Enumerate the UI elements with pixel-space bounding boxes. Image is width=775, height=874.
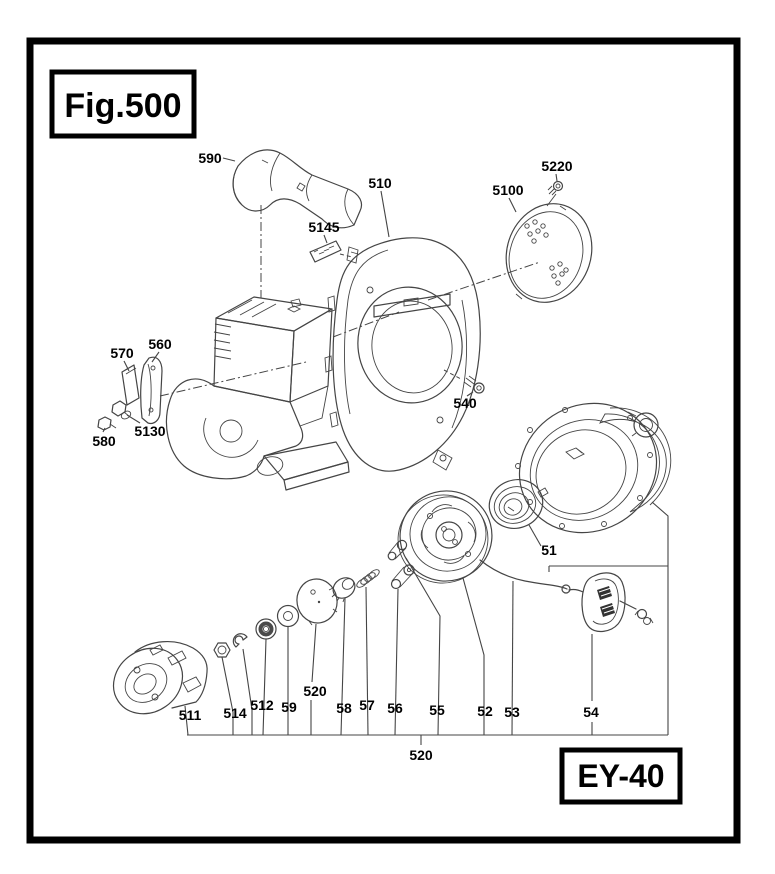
part-label-510: 510: [368, 175, 392, 191]
retainer-clip-512: [233, 634, 247, 647]
figure-number-box: [52, 72, 194, 136]
figure-number: Fig.500: [64, 87, 182, 125]
blower-housing-510: [325, 238, 480, 471]
spring-57: [355, 568, 381, 589]
nut-514: [214, 643, 230, 657]
bolt-580: [98, 417, 116, 430]
part-label-580: 580: [92, 433, 116, 449]
grille-5145: [310, 241, 358, 263]
top-cover-590: [233, 150, 361, 228]
part-label-511: 511: [178, 707, 202, 723]
washer-512: [256, 619, 276, 639]
ratchet-retainer-58: [329, 574, 359, 603]
part-label-52: 52: [477, 703, 493, 719]
part-label-5130: 5130: [134, 423, 166, 439]
friction-plate-520: [293, 576, 340, 626]
handle-54: [562, 573, 653, 632]
part-label-51: 51: [541, 542, 557, 558]
part-label-560: 560: [148, 336, 172, 352]
part-label-5220: 5220: [541, 158, 573, 174]
page-border: [30, 41, 737, 840]
part-label-59: 59: [281, 699, 297, 715]
part-label-55: 55: [429, 702, 445, 718]
plate-5100: [494, 192, 605, 313]
ratchet-56: [392, 565, 415, 589]
model-number: EY-40: [577, 758, 665, 794]
engine-block: [166, 297, 349, 490]
centerlines: [160, 194, 556, 396]
part-label-590: 590: [198, 150, 222, 166]
part-label-53: 53: [504, 704, 520, 720]
washer-59: [278, 606, 299, 627]
plate-570: [122, 365, 139, 405]
part-label-514: 514: [223, 705, 247, 721]
part-label-54: 54: [583, 704, 599, 720]
part-label-570: 570: [110, 345, 134, 361]
spiral-spring-51: [482, 472, 549, 536]
part-label-520-upper: 520: [303, 683, 327, 699]
part-labels: [92, 150, 599, 763]
pulley-52: [388, 481, 502, 594]
part-label-520-group: 520: [409, 747, 433, 763]
part-label-5100: 5100: [492, 182, 524, 198]
part-label-58: 58: [336, 700, 352, 716]
part-label-56: 56: [387, 700, 403, 716]
bracket-560: [141, 357, 162, 423]
screw-5220: [548, 182, 563, 196]
part-label-57: 57: [359, 697, 375, 713]
model-number-box: [562, 750, 680, 802]
rope-53: [480, 560, 567, 589]
part-label-540: 540: [453, 395, 477, 411]
starter-housing: [497, 380, 680, 557]
ratchet-55: [388, 540, 406, 559]
part-label-512: 512: [250, 697, 274, 713]
part-label-5145: 5145: [308, 219, 340, 235]
